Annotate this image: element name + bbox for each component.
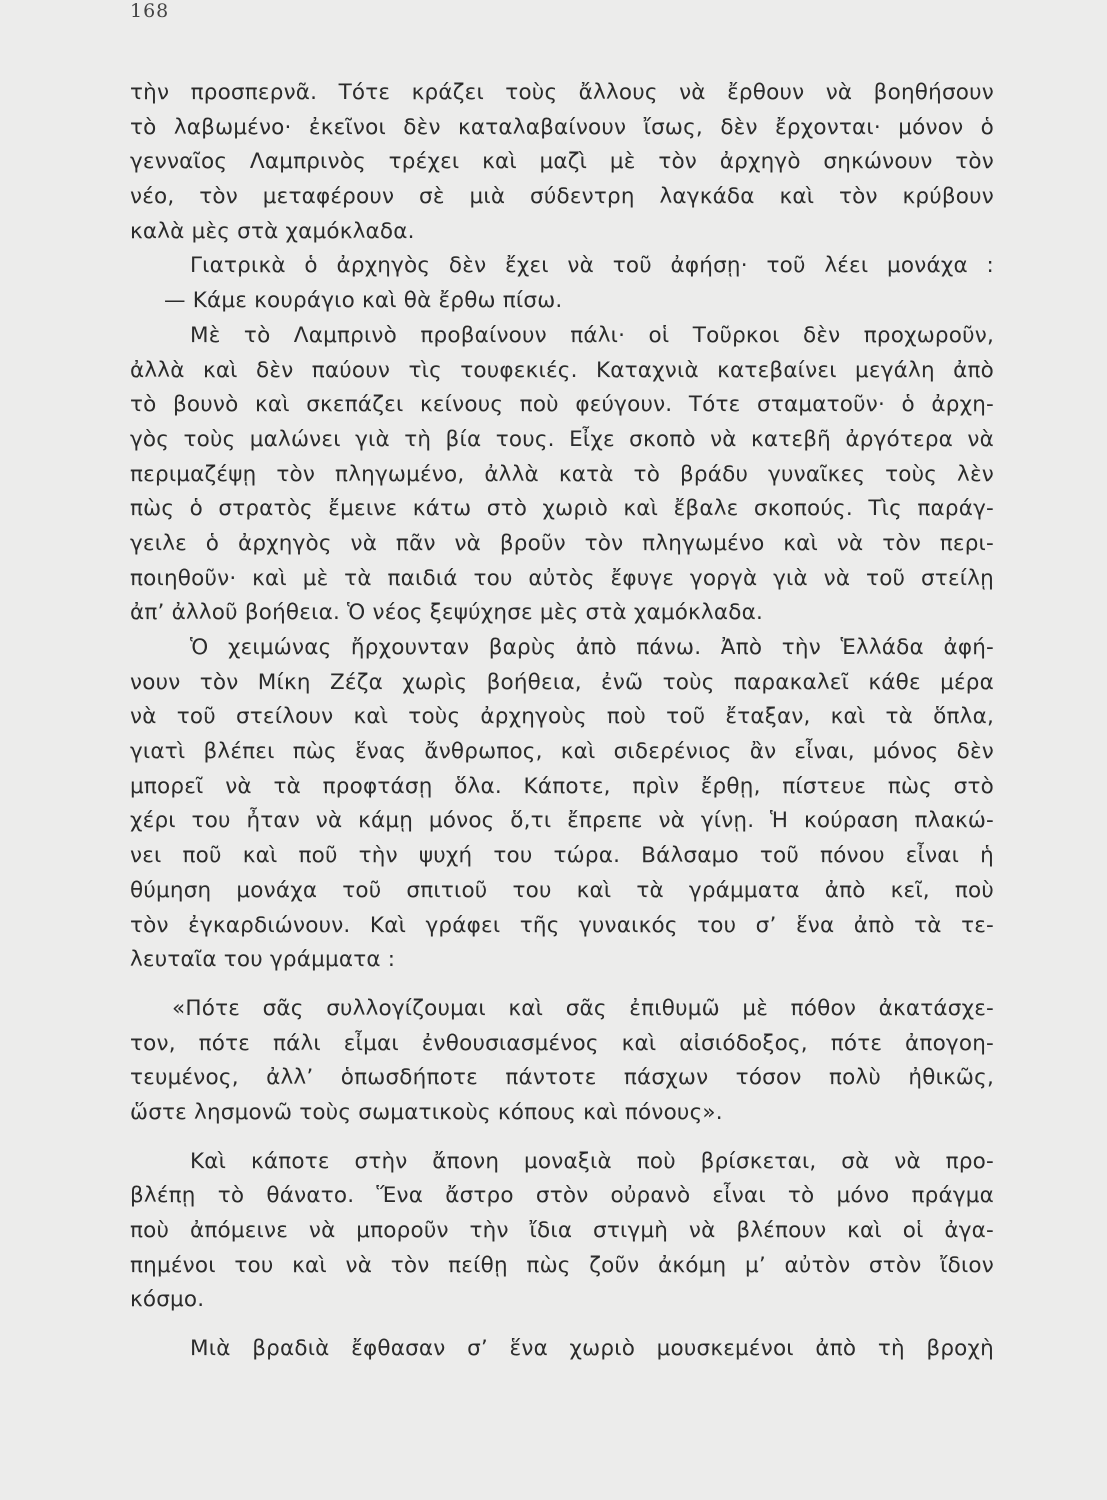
text-line: γειλε ὁ ἀρχηγὸς νὰ πᾶν νὰ βροῦν τὸν πληγωμένο καὶ νὰ τὸν περι- <box>130 530 994 556</box>
text-line: τον, πότε πάλι εἶμαι ἐνθουσιασμένος καὶ αἰσιόδοξος, πότε ἀπογοη- <box>130 1030 994 1056</box>
text-line: ποὺ ἀπόμεινε νὰ μποροῦν τὴν ἴδια στιγμὴ νὰ βλέπουν καὶ οἱ ἀγα- <box>130 1218 994 1243</box>
text-line: τευμένος, ἀλλ’ ὁπωσδήποτε πάντοτε πάσχων τόσον πολὺ ἠθικῶς, <box>130 1065 994 1091</box>
text-line: γενναῖος Λαμπρινὸς τρέχει καὶ μαζὶ μὲ τὸν ἀρχηγὸ σηκώνουν τὸν <box>130 149 994 175</box>
text-line: ὥστε λησμονῶ τοὺς σωματικοὺς κόπους καὶ πόνους». <box>130 1099 723 1125</box>
text-line: χέρι του ἦταν νὰ κάμῃ μόνος ὅ,τι ἔπρεπε νὰ γίνῃ. Ἡ κούραση πλακώ- <box>130 808 994 834</box>
text-line: νὰ τοῦ στείλουν καὶ τοὺς ἀρχηγοὺς ποὺ τοῦ ἔταξαν, καὶ τὰ ὅπλα, <box>130 704 994 730</box>
text-line: τὴν προσπερνᾶ. Τότε κράζει τοὺς ἄλλους νὰ ἔρθουν νὰ βοηθήσουν <box>130 80 994 105</box>
text-line: — Κάμε κουράγιο καὶ θὰ ἔρθω πίσω. <box>164 288 563 314</box>
body-text <box>130 76 994 1367</box>
text-line: νει ποῦ καὶ ποῦ τὴν ψυχή του τώρα. Βάλσαμο τοῦ πόνου εἶναι ἡ <box>130 843 994 869</box>
text-line: λευταῖα του γράμματα : <box>130 947 396 973</box>
text-line: νέο, τὸν μεταφέρουν σὲ μιὰ σύδεντρη λαγκάδα καὶ τὸν κρύβουν <box>130 184 994 210</box>
paragraph-gap <box>130 1131 994 1145</box>
text-line: «Πότε σᾶς συλλογίζουμαι καὶ σᾶς ἐπιθυμῶ μὲ πόθον ἀκατάσχε- <box>172 995 994 1021</box>
text-line: Γιατρικὰ ὁ ἀρχηγὸς δὲν ἔχει νὰ τοῦ ἀφήσῃ· τοῦ λέει μονάχα : <box>190 253 994 279</box>
text-line: τὸ βουνὸ καὶ σκεπάζει κείνους ποὺ φεύγουν. Τότε σταματοῦν· ὁ ἀρχη- <box>130 392 994 418</box>
text-line: πὼς ὁ στρατὸς ἔμεινε κάτω στὸ χωριὸ καὶ ἔβαλε σκοπούς. Τὶς παράγ- <box>130 496 994 522</box>
text-line: ἀπ’ ἀλλοῦ βοήθεια. Ὁ νέος ξεψύχησε μὲς στὰ χαμόκλαδα. <box>130 600 763 626</box>
text-line: Καὶ κάποτε στὴν ἄπονη μοναξιὰ ποὺ βρίσκεται, σὰ νὰ προ- <box>190 1148 994 1174</box>
text-line: κόσμο. <box>130 1287 205 1313</box>
text-line: Ὁ χειμώνας ἤρχουνταν βαρὺς ἀπὸ πάνω. Ἀπὸ τὴν Ἑλλάδα ἀφή- <box>190 635 994 660</box>
text-line: ποιηθοῦν· καὶ μὲ τὰ παιδιά του αὐτὸς ἔφυγε γοργὰ γιὰ νὰ τοῦ στείλῃ <box>130 565 994 591</box>
text-line: ἀλλὰ καὶ δὲν παύουν τὶς τουφεκιές. Καταχνιὰ κατεβαίνει μεγάλη ἀπὸ <box>130 357 994 383</box>
text-line: περιμαζέψῃ τὸν πληγωμένο, ἀλλὰ κατὰ τὸ βράδυ γυναῖκες τοὺς λὲν <box>130 461 994 487</box>
paragraph-gap <box>130 1318 994 1332</box>
paragraph-gap <box>130 978 994 992</box>
text-line: τὸν ἐγκαρδιώνουν. Καὶ γράφει τῆς γυναικός του σ’ ἕνα ἀπὸ τὰ τε- <box>130 912 994 938</box>
text-line: μπορεῖ νὰ τὰ προφτάσῃ ὅλα. Κάποτε, πρὶν ἔρθῃ, πίστευε πὼς στὸ <box>130 773 994 799</box>
text-line: νουν τὸν Μίκη Ζέζα χωρὶς βοήθεια, ἐνῶ τοὺς παρακαλεῖ κάθε μέρα <box>130 669 994 695</box>
text-line: γὸς τοὺς μαλώνει γιὰ τὴ βία τους. Εἶχε σκοπὸ νὰ κατεβῆ ἀργότερα νὰ <box>130 426 994 452</box>
text-line: γιατὶ βλέπει πὼς ἕνας ἄνθρωπος, καὶ σιδερένιος ἂν εἶναι, μόνος δὲν <box>130 739 994 765</box>
text-line: θύμηση μονάχα τοῦ σπιτιοῦ του καὶ τὰ γράμματα ἀπὸ κεῖ, ποὺ <box>130 877 994 903</box>
text-line: καλὰ μὲς στὰ χαμόκλαδα. <box>130 218 415 244</box>
text-line: Μιὰ βραδιὰ ἔφθασαν σ’ ἕνα χωριὸ μουσκεμένοι ἀπὸ τὴ βροχὴ <box>190 1336 994 1362</box>
text-line: Μὲ τὸ Λαμπρινὸ προβαίνουν πάλι· οἱ Τοῦρκοι δὲν προχωροῦν, <box>190 322 994 348</box>
text-line: πημένοι του καὶ νὰ τὸν πείθῃ πὼς ζοῦν ἀκόμη μ’ αὐτὸν στὸν ἴδιον <box>130 1252 994 1278</box>
page-number: 168 <box>130 0 170 22</box>
text-line: βλέπῃ τὸ θάνατο. Ἕνα ἄστρο στὸν οὐρανὸ εἶναι τὸ μόνο πράγμα <box>130 1183 994 1209</box>
text-line: τὸ λαβωμένο· ἐκεῖνοι δὲν καταλαβαίνουν ἴσως, δὲν ἔρχονται· μόνον ὁ <box>130 114 994 140</box>
